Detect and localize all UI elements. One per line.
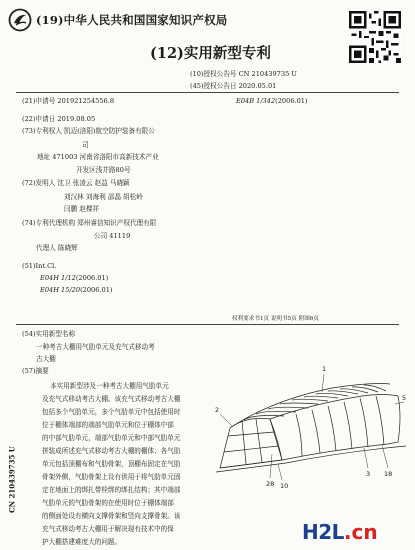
application-number: (21)申请号 201921254556.8	[22, 97, 115, 105]
publication-number: (10)授权公告号 CN 210439735 U	[190, 70, 297, 78]
qr-code-icon	[349, 11, 401, 63]
page-counts: 权利要求书1页 说明书5页 附图6页	[232, 316, 319, 322]
int-cl-label: (51)Int.Cl.	[22, 262, 57, 270]
utility-model-title-line-1: 一种考古大棚用气肋单元及充气式移动考	[36, 343, 155, 351]
cnipa-logo-icon	[8, 8, 32, 32]
agent: 代理人 陈晓辉	[36, 244, 78, 252]
ipc-heading	[236, 96, 308, 106]
abstract-line-9: 定在地面上的绑扎带栓绑的绑扎结构；其中端部	[42, 486, 181, 494]
side-publication-number	[2, 420, 17, 540]
watermark-cn: cn	[351, 520, 378, 544]
section-divider	[16, 324, 399, 325]
watermark-h2l: H2L	[302, 520, 344, 544]
abstract-line-4: 位于棚体端部的端部气肋单元和位于棚体中部	[42, 421, 174, 429]
figure-label-18: 18	[384, 470, 393, 478]
abstract-line-1: 本实用新型涉及一种考古大棚用气肋单元	[50, 382, 169, 390]
abstract-line-5: 的中部气肋单元，端部气肋单元和中部气肋单元	[42, 434, 181, 442]
patentee-continued: 司	[82, 141, 89, 149]
utility-model-title-line-2: 古大棚	[36, 355, 56, 363]
inventors: (72)发明人 沈卫 张凌云 赵益 马晓颖	[22, 179, 130, 187]
figure-label-10: 10	[280, 482, 289, 490]
document-type: (12)实用新型专利	[150, 45, 271, 62]
ipc-2-version: (2006.01)	[80, 286, 113, 294]
issuing-office: (19)中华人民共和国国家知识产权局	[36, 13, 228, 27]
abstract-line-13: 护大棚搭建难度大的问题。	[42, 538, 122, 546]
watermark-dot: .	[343, 520, 352, 544]
ipc-2-code: E04H 15/20	[40, 286, 81, 294]
h2l-watermark-logo	[302, 520, 378, 544]
address-continued: 开发区浅井路80号	[76, 166, 131, 174]
abstract-line-8: 骨架外侧，气肋骨架上设有供用于将气肋单元固	[42, 473, 181, 481]
abstract-line-7: 单元包括顶棚布和气肋骨架，顶棚布固定在气肋	[42, 460, 181, 468]
ipc-heading-code: E04B 1/342	[236, 97, 276, 105]
inventors-continued-1: 刘汉林 刘海利 邵晶 胡松岭	[64, 193, 143, 201]
filing-date: (22)申请日 2019.08.05	[22, 115, 96, 123]
ipc-classification-1	[40, 273, 108, 283]
figure-label-5: 5	[402, 394, 407, 402]
abstract-line-12: 充气式移动考古大棚用于解决现有技术中的保	[42, 525, 174, 533]
publication-date: (45)授权公告日 2020.05.01	[190, 82, 277, 90]
abstract-line-10: 气肋单元的气肋骨架的在使用时位于棚体端部	[42, 499, 174, 507]
patent-agency: (74)专利代理机构 郑州睿信知识产权代理有限	[22, 219, 157, 227]
figure-label-2: 2	[215, 406, 220, 414]
utility-model-title-label: (54)实用新型名称	[22, 330, 76, 338]
abstract-label: (57)摘要	[22, 367, 49, 375]
ipc-1-version: (2006.01)	[75, 274, 109, 282]
ipc-1-code: E04H 1/12	[40, 274, 76, 282]
ipc-heading-version: (2006.01)	[275, 97, 308, 105]
figure-label-1: 1	[322, 365, 327, 373]
address: 地址 471003 河南省洛阳市高新技术产业	[37, 153, 159, 161]
abstract-line-6: 拼装成所述充气式移动考古大棚的棚体；各气肋	[42, 447, 181, 455]
inventors-continued-2: 闫鹏 赵棵祥	[64, 205, 100, 213]
patentee: (73)专利权人 凯迈(洛阳)航空防护装备有限公	[22, 127, 155, 135]
figure-label-3: 3	[366, 470, 371, 478]
side-publication-number-text: CN 210439735 U	[7, 446, 17, 513]
abstract-line-11: 的侧面处设有横向支撑骨架和竖向支撑骨架。该	[42, 512, 181, 520]
ipc-classification-2	[40, 285, 112, 295]
patent-agency-continued: 公司 41119	[94, 232, 131, 240]
figure-label-28: 28	[266, 480, 275, 488]
abstract-line-3: 包括多个气肋单元，多个气肋单元中包括使用时	[42, 408, 181, 416]
header-divider	[16, 92, 399, 93]
abstract-line-2: 及充气式移动考古大棚。该充气式移动考古大棚	[42, 395, 181, 403]
abstract-drawing	[212, 356, 410, 506]
